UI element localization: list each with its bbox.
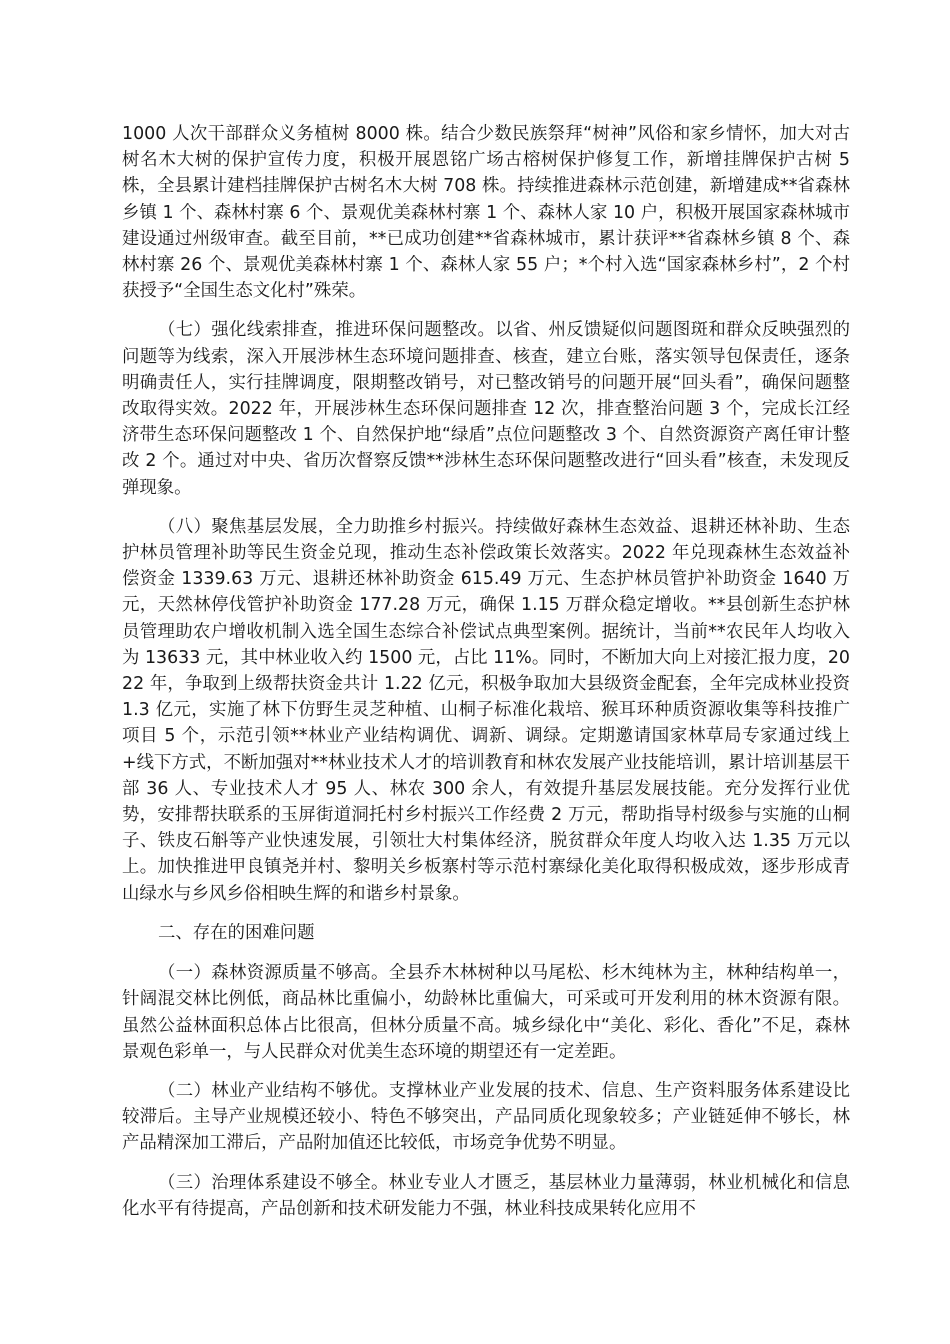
paragraph-rural-revitalization: （八）聚焦基层发展，全力助推乡村振兴。持续做好森林生态效益、退耕还林补助、生态护林员管理补助等民生资金兑现，推动生态补偿政策长效落实。2022 年兑现森林生态效益补偿资金 1339.63 万元、退耕还林补助资金 615.49 万元、生态护林员管护补助资金 1640 万元，天然林停伐管护补助资金 177.28 万元，确保 1.15 万群众稳定增收。**县创新生态护林员管理助农户增收机制入选全国生态综合补偿试点典型案例。据统计，当前**农民年人均收入为 13633 元，其中林业收入约 1500 元，占比 11%。同时，不断加大向上对接汇报力度，2022 年，争取到上级帮扶资金共计 1.22 亿元，积极争取加大县级资金配套，全年完成林业投资 1.3 亿元，实施了林下仿野生灵芝种植、山桐子标准化栽培、猴耳环种质资源收集等科技推广项目 5 个，示范引领**林业产业结构调优、调新、调绿。定期邀请国家林草局专家通过线上+线下方式，不断加强对**林业技术人才的培训教育和林农发展产业技能培训，累计培训基层干部 36 人、专业技术人才 95 人、林农 300 余人，有效提升基层发展技能。充分发挥行业优势，安排帮扶联系的玉屏街道洞托村乡村振兴工作经费 2 万元，帮助指导村级参与实施的山桐子、铁皮石斛等产业快速发展，引领壮大村集体经济，脱贫群众年度人均收入达 1.35 万元以上。加快推进甲良镇尧并村、黎明关乡板寨村等示范村寨绿化美化取得积极成效，逐步形成青山绿水与乡风乡俗相映生辉的和谐乡村景象。	[122, 516, 850, 904]
paragraph-problem-forest-quality: （一）森林资源质量不够高。全县乔木林树种以马尾松、杉木纯林为主，林种结构单一，针阔混交林比例低，商品林比重偏小，幼龄林比重偏大，可采或可开发利用的林木资源有限。虽然公益林面积总体占比很高，但林分质量不高。城乡绿化中“美化、彩化、香化”不足，森林景观色彩单一，与人民群众对优美生态环境的期望还有一定差距。	[122, 963, 850, 1062]
document-page	[122, 121, 850, 1235]
paragraph-tree-planting: 1000 人次干部群众义务植树 8000 株。结合少数民族祭拜“树神”风俗和家乡情怀，加大对古树名木大树的保护宣传力度，积极开展恩铭广场古榕树保护修复工作，新增挂牌保护古树 5 株，全县累计建档挂牌保护古树名木大树 708 株。持续推进森林示范创建，新增建成**省森林乡镇 1 个、森林村寨 6 个、景观优美森林村寨 1 个、森林人家 10 户，积极开展国家森林城市建设通过州级审查。截至目前，**已成功创建**省森林城市，累计获评**省森林乡镇 8 个、森林村寨 26 个、景观优美森林村寨 1 个、森林人家 55 户；*个村入选“国家森林乡村”，2 个村获授予“全国生态文化村”殊荣。	[122, 124, 850, 302]
paragraph-problem-industry-structure: （二）林业产业结构不够优。支撑林业产业发展的技术、信息、生产资料服务体系建设比较滞后。主导产业规模还较小、特色不够突出，产品同质化现象较多；产业链延伸不够长，林产品精深加工滞后，产品附加值还比较低，市场竞争优势不明显。	[122, 1080, 850, 1154]
paragraph-environment-rectification: （七）强化线索排查，推进环保问题整改。以省、州反馈疑似问题图斑和群众反映强烈的问题等为线索，深入开展涉林生态环境问题排查、核查，建立台账，落实领导包保责任，逐条明确责任人，实行挂牌调度，限期整改销号，对已整改销号的问题开展“回头看”，确保问题整改取得实效。2022 年，开展涉林生态环保问题排查 12 次，排查整治问题 3 个，完成长江经济带生态环保问题整改 1 个、自然保护地“绿盾”点位问题整改 3 个、自然资源资产离任审计整改 2 个。通过对中央、省历次督察反馈**涉林生态环保问题整改进行“回头看”核查，未发现反弹现象。	[122, 320, 850, 498]
paragraph-problem-governance: （三）治理体系建设不够全。林业专业人才匮乏，基层林业力量薄弱，林业机械化和信息化水平有待提高，产品创新和技术研发能力不强，林业科技成果转化应用不	[122, 1172, 850, 1219]
section-heading: 二、存在的困难问题	[158, 922, 315, 943]
